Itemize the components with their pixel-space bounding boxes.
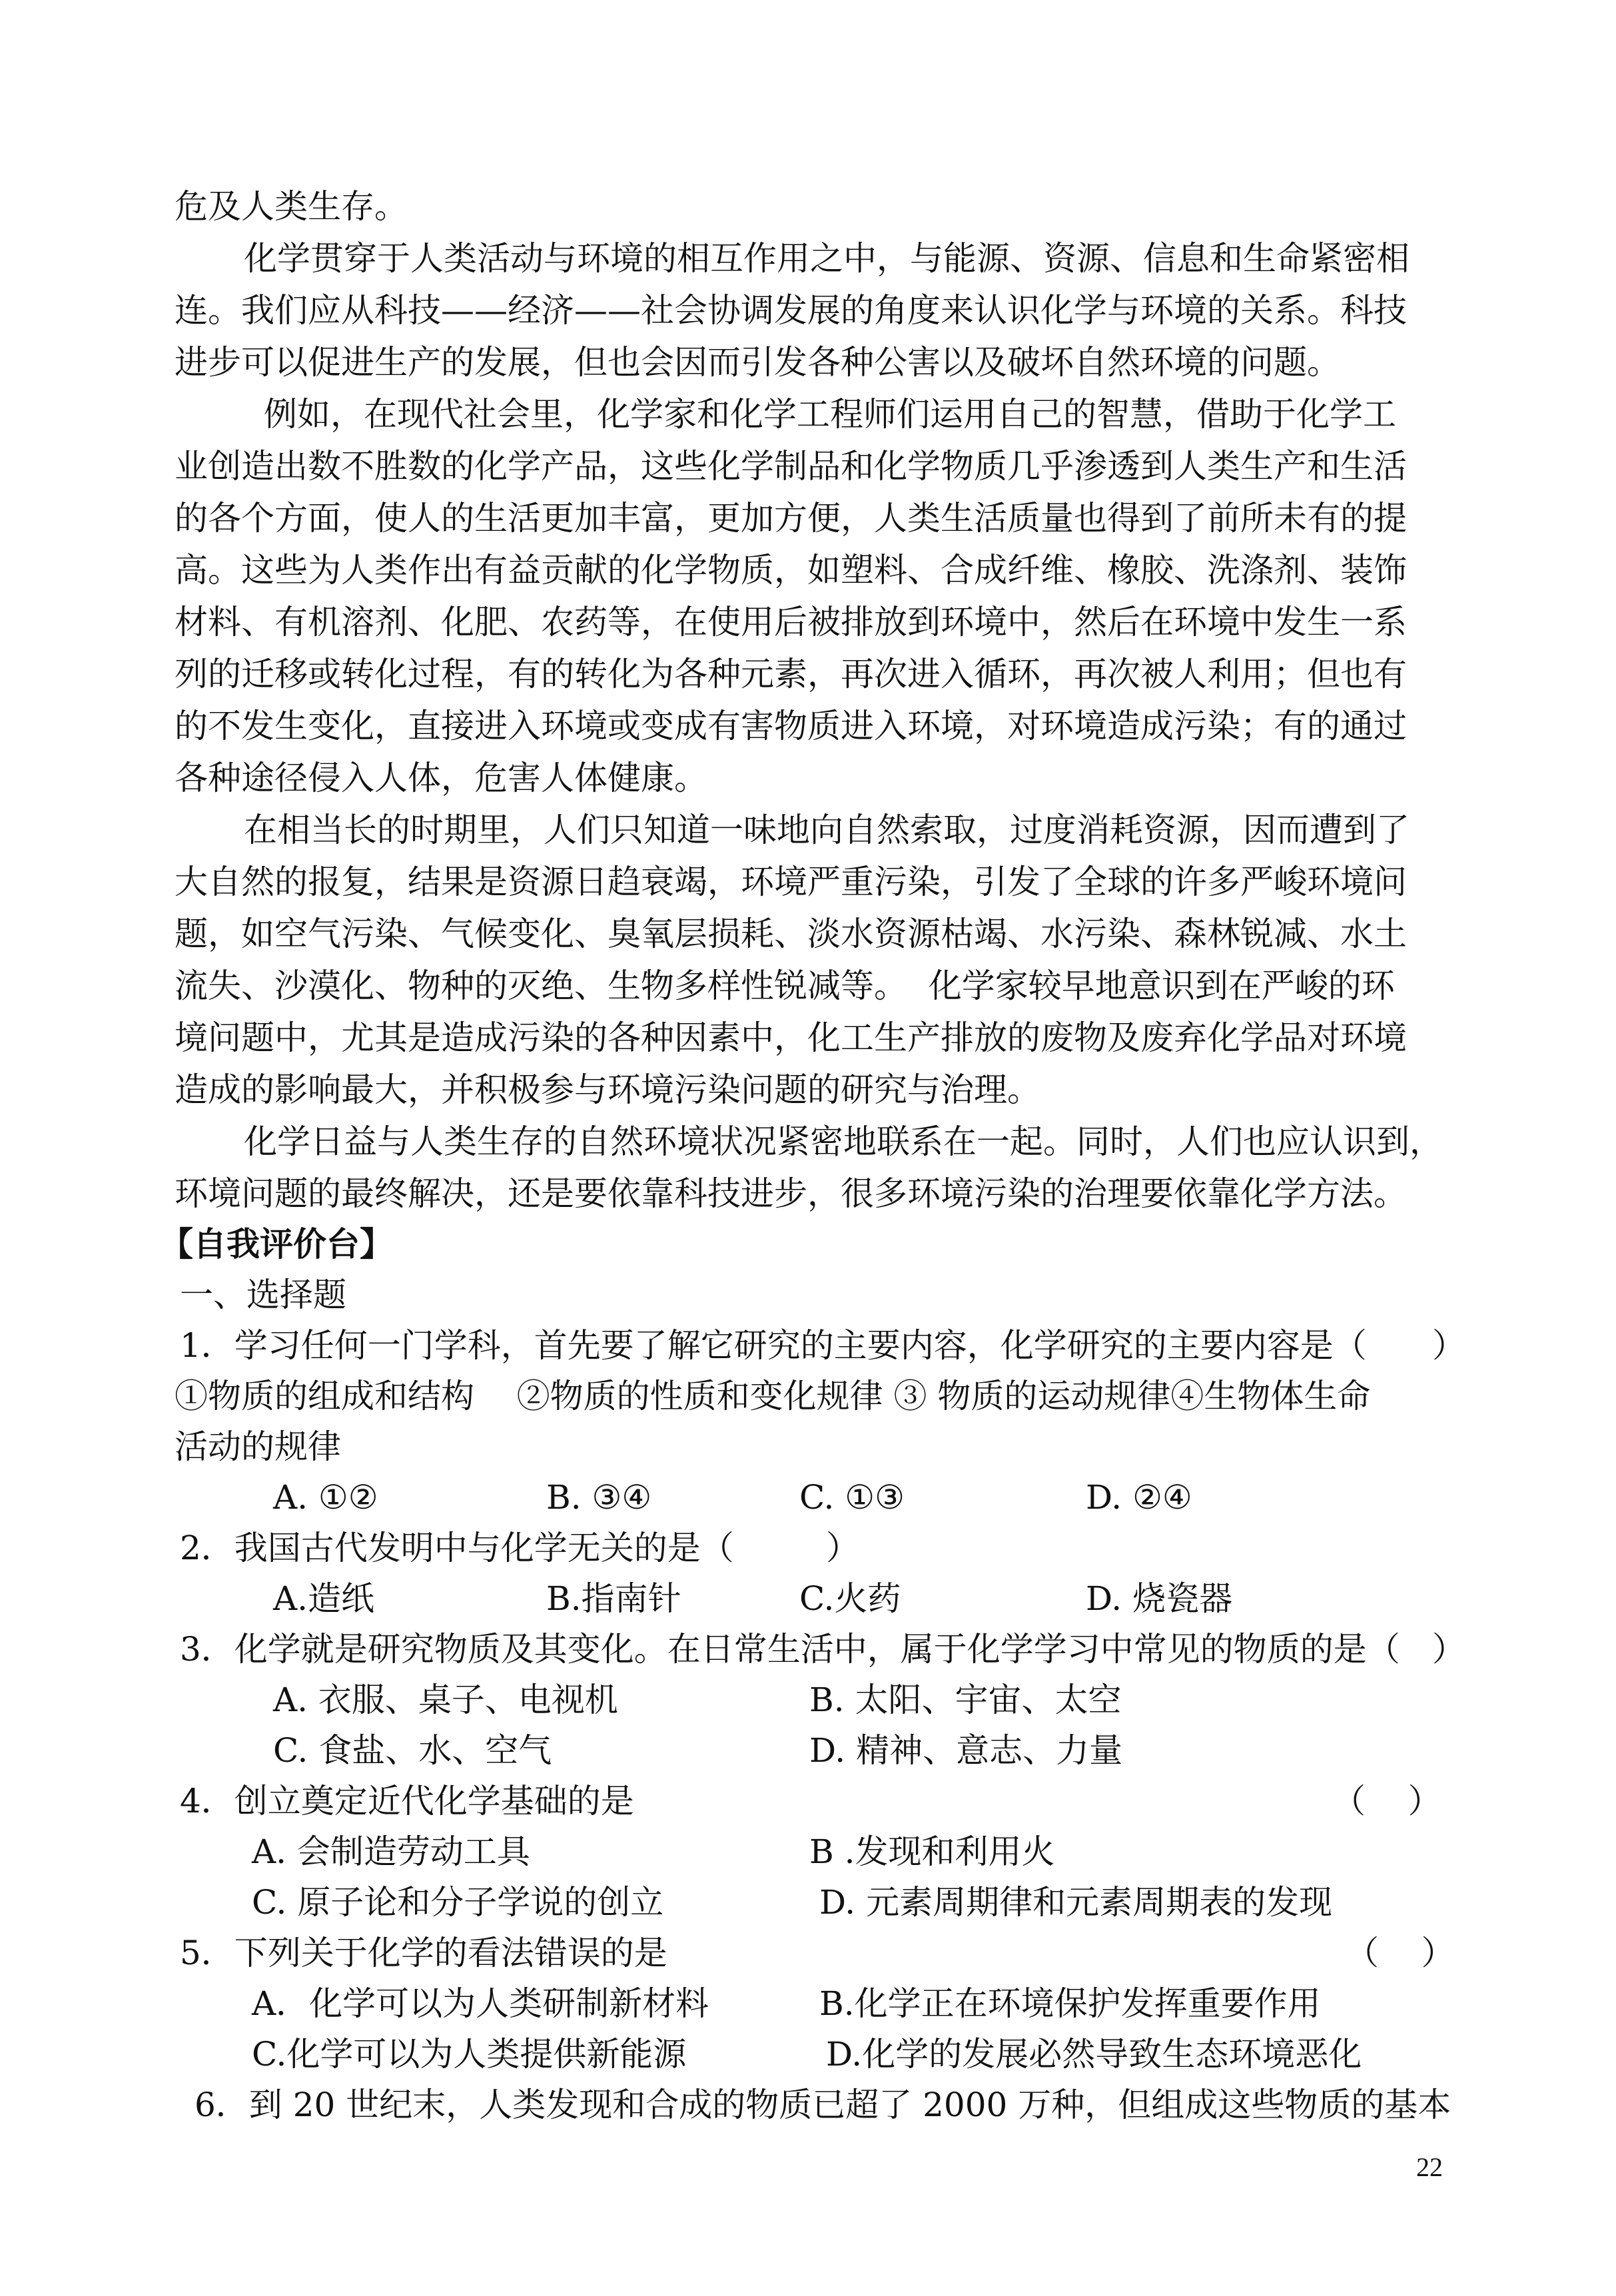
paragraph-line: 材料、有机溶剂、化肥、农药等，在使用后被排放到环境中，然后在环境中发生一系 — [175, 603, 1407, 641]
option-d: D. 烧瓷器 — [1086, 1579, 1233, 1618]
question-stem: 5．下列关于化学的看法错误的是 — [180, 1934, 667, 1972]
option-a: A. 会制造劳动工具 — [252, 1832, 530, 1871]
question-stem: 6．到 20 世纪末，人类发现和合成的物质已超了 2000 万种，但组成这些物质的基本 — [195, 2086, 1451, 2124]
paragraph-line: 化学贯穿于人类活动与环境的相互作用之中，与能源、资源、信息和生命紧密相 — [244, 239, 1410, 278]
option-b: B. 太阳、宇宙、太空 — [809, 1681, 1122, 1719]
option-c: C. 原子论和分子学说的创立 — [252, 1883, 664, 1922]
question-stem: 2．我国古代发明中与化学无关的是（ — [180, 1529, 734, 1567]
option-a: A. ①② — [273, 1478, 378, 1517]
page-number: 22 — [1416, 2152, 1443, 2182]
option-c: C. 食盐、水、空气 — [273, 1731, 552, 1770]
option-c: C.火药 — [799, 1579, 901, 1618]
paragraph-line: 连。我们应从科技——经济——社会协调发展的角度来认识化学与环境的关系。科技 — [175, 291, 1407, 330]
paragraph-line: 境问题中，尤其是造成污染的各种因素中，化工生产排放的废物及废弃化学品对环境 — [175, 1018, 1407, 1057]
option-a: A．化学可以为人类研制新材料 — [252, 1984, 709, 2023]
subsection-title: 一、选择题 — [180, 1276, 346, 1314]
option-c: C. ①③ — [799, 1478, 905, 1517]
option-d: D.化学的发展必然导致生态环境恶化 — [826, 2035, 1362, 2074]
paragraph-line: 造成的影响最大，并积极参与环境污染问题的研究与治理。 — [175, 1070, 1040, 1109]
option-d: D. 元素周期律和元素周期表的发现 — [819, 1883, 1333, 1922]
paragraph-line: 高。这些为人类作出有益贡献的化学物质，如塑料、合成纤维、橡胶、洗涤剂、装饰 — [175, 551, 1407, 589]
answer-bracket: ） — [1432, 1326, 1465, 1365]
option-a: A.造纸 — [273, 1579, 375, 1618]
section-title: 【自我评价台】 — [160, 1224, 393, 1264]
question-stem: 3．化学就是研究物质及其变化。在日常生活中，属于化学学习中常见的物质的是（ — [180, 1630, 1400, 1669]
option-d: D. ②④ — [1086, 1478, 1192, 1517]
option-a: A. 衣服、桌子、电视机 — [273, 1681, 618, 1719]
option-b: B. ③④ — [546, 1478, 652, 1517]
paragraph-line: 环境问题的最终解决，还是要依靠科技进步，很多环境污染的治理要依靠化学方法。 — [175, 1174, 1407, 1213]
question-stem: 4．创立奠定近代化学基础的是 — [180, 1782, 634, 1820]
answer-bracket: ） — [826, 1529, 859, 1567]
paragraph-line: 大自然的报复，结果是资源日趋衰竭，环境严重污染，引发了全球的许多严峻环境问 — [175, 863, 1407, 901]
paragraph-line: 列的迁移或转化过程，有的转化为各种元素，再次进入循环，再次被人利用；但也有 — [175, 655, 1407, 693]
paragraph-line: 业创造出数不胜数的化学产品，这些化学制品和化学物质几乎渗透到人类生产和生活 — [175, 447, 1407, 486]
paragraph-line: 在相当长的时期里，人们只知道一味地向自然索取，过度消耗资源，因而遭到了 — [244, 811, 1410, 849]
paragraph-line: 各种途径侵入人体，危害人体健康。 — [175, 759, 707, 797]
option-b: B .发现和利用火 — [809, 1832, 1055, 1871]
question-stem: 1．学习任何一门学科，首先要了解它研究的主要内容，化学研究的主要内容是（ — [180, 1326, 1367, 1365]
option-c: C.化学可以为人类提供新能源 — [252, 2035, 687, 2074]
answer-bracket: ） — [1432, 1630, 1465, 1669]
option-b: B.化学正在环境保护发挥重要作用 — [819, 1984, 1321, 2023]
answer-bracket: （ ） — [1346, 1934, 1455, 1972]
paragraph-line: 流失、沙漠化、物种的灭绝、生物多样性锐减等。 化学家较早地意识到在严峻的环 — [175, 966, 1395, 1005]
option-d: D. 精神、意志、力量 — [809, 1731, 1123, 1770]
paragraph-line: 例如，在现代社会里，化学家和化学工程师们运用自己的智慧，借助于化学工 — [264, 395, 1396, 434]
paragraph-line: 危及人类生存。 — [175, 187, 408, 226]
paragraph-line: 的各个方面，使人的生活更加丰富，更加方便，人类生活质量也得到了前所未有的提 — [175, 499, 1407, 538]
question-items: 活动的规律 — [175, 1427, 341, 1466]
answer-bracket: （ ） — [1332, 1782, 1441, 1820]
paragraph-line: 进步可以促进生产的发展，但也会因而引发各种公害以及破坏自然环境的问题。 — [175, 343, 1340, 382]
option-b: B.指南针 — [546, 1579, 681, 1618]
paragraph-line: 化学日益与人类生存的自然环境状况紧密地联系在一起。同时，人们也应认识到， — [244, 1122, 1443, 1161]
paragraph-line: 的不发生变化，直接进入环境或变成有害物质进入环境，对环境造成污染；有的通过 — [175, 707, 1407, 745]
question-items: ①物质的组成和结构 ②物质的性质和变化规律 ③ 物质的运动规律④生物体生命 — [175, 1377, 1371, 1415]
paragraph-line: 题，如空气污染、气候变化、臭氧层损耗、淡水资源枯竭、水污染、森林锐减、水土 — [175, 915, 1407, 953]
